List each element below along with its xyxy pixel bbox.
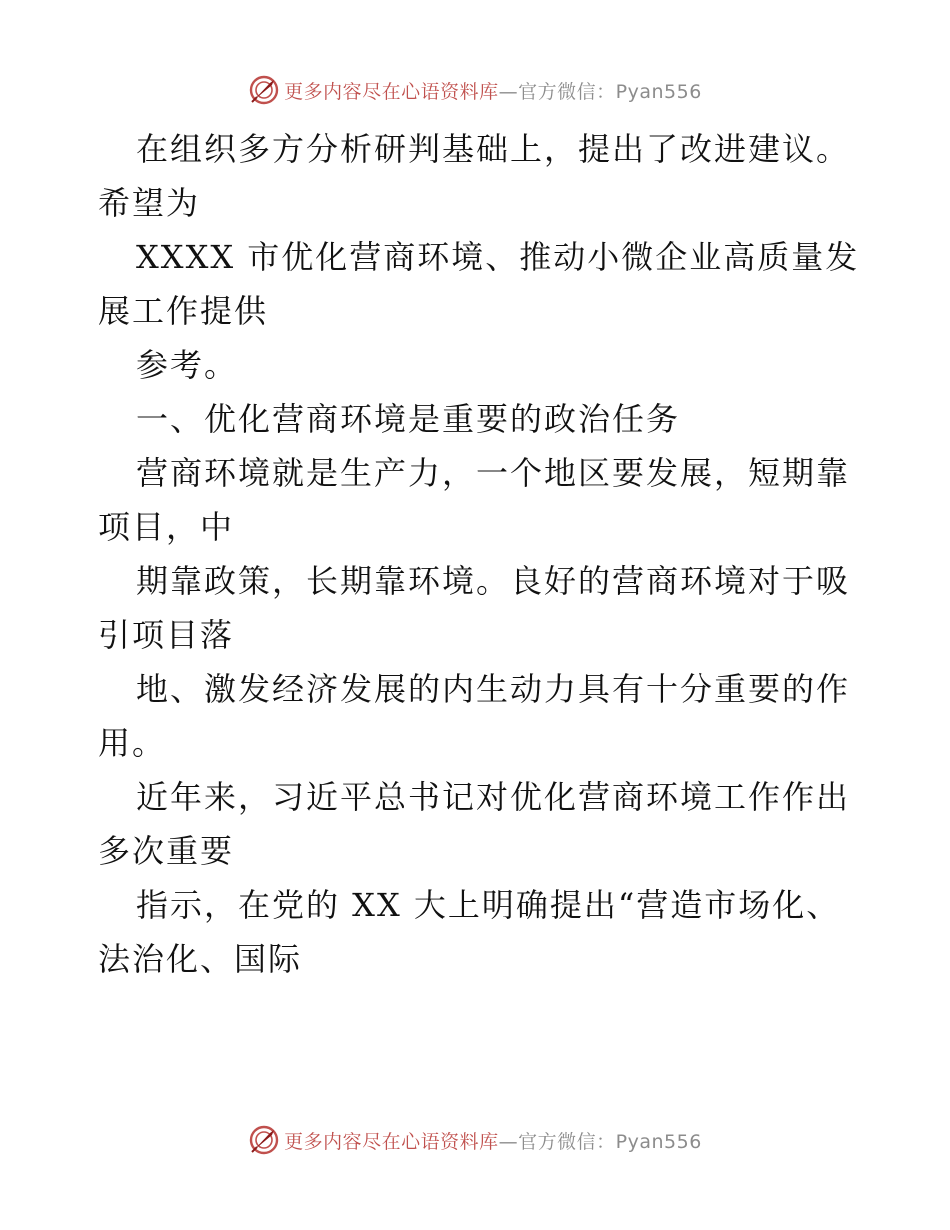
body-line: XXXX 市优化营商环境、推动小微企业高质量发 xyxy=(136,238,860,276)
footer-separator: — xyxy=(498,1130,519,1153)
header-brand-text: 更多内容尽在心语资料库 xyxy=(284,80,499,103)
header-watermark-banner xyxy=(0,70,950,110)
quill-logo-icon xyxy=(248,74,280,106)
footer-brand-text: 更多内容尽在心语资料库 xyxy=(284,1130,499,1153)
body-line: 地、激发经济发展的内生动力具有十分重要的作 xyxy=(136,670,851,708)
header-contact-text: 官方微信：Pyan556 xyxy=(518,80,702,103)
body-line: 期靠政策，长期靠环境。良好的营商环境对于吸 xyxy=(136,562,851,600)
body-line: 指示，在党的 XX 大上明确提出“营造市场化、 xyxy=(136,886,841,924)
body-line: 营商环境就是生产力，一个地区要发展，短期靠 xyxy=(136,454,851,492)
header-watermark-text xyxy=(284,77,702,104)
body-line: 希望为 xyxy=(98,184,201,222)
quill-logo-icon xyxy=(248,1124,280,1156)
body-line: 引项目落 xyxy=(98,616,235,654)
body-line: 展工作提供 xyxy=(98,292,269,330)
header-separator: — xyxy=(498,80,519,103)
body-line: 项目，中 xyxy=(98,508,235,546)
body-line: 在组织多方分析研判基础上，提出了改进建议。 xyxy=(136,130,851,168)
section-heading: 一、优化营商环境是重要的政治任务 xyxy=(136,400,681,438)
document-body xyxy=(98,122,858,986)
footer-watermark-text xyxy=(284,1127,702,1154)
footer-watermark-banner xyxy=(0,1120,950,1160)
body-line: 参考。 xyxy=(136,346,239,384)
footer-contact-text: 官方微信：Pyan556 xyxy=(518,1130,702,1153)
body-line: 多次重要 xyxy=(98,832,235,870)
body-line: 用。 xyxy=(98,724,167,762)
body-line: 法治化、国际 xyxy=(98,940,303,978)
body-line: 近年来，习近平总书记对优化营商环境工作作出 xyxy=(136,778,851,816)
